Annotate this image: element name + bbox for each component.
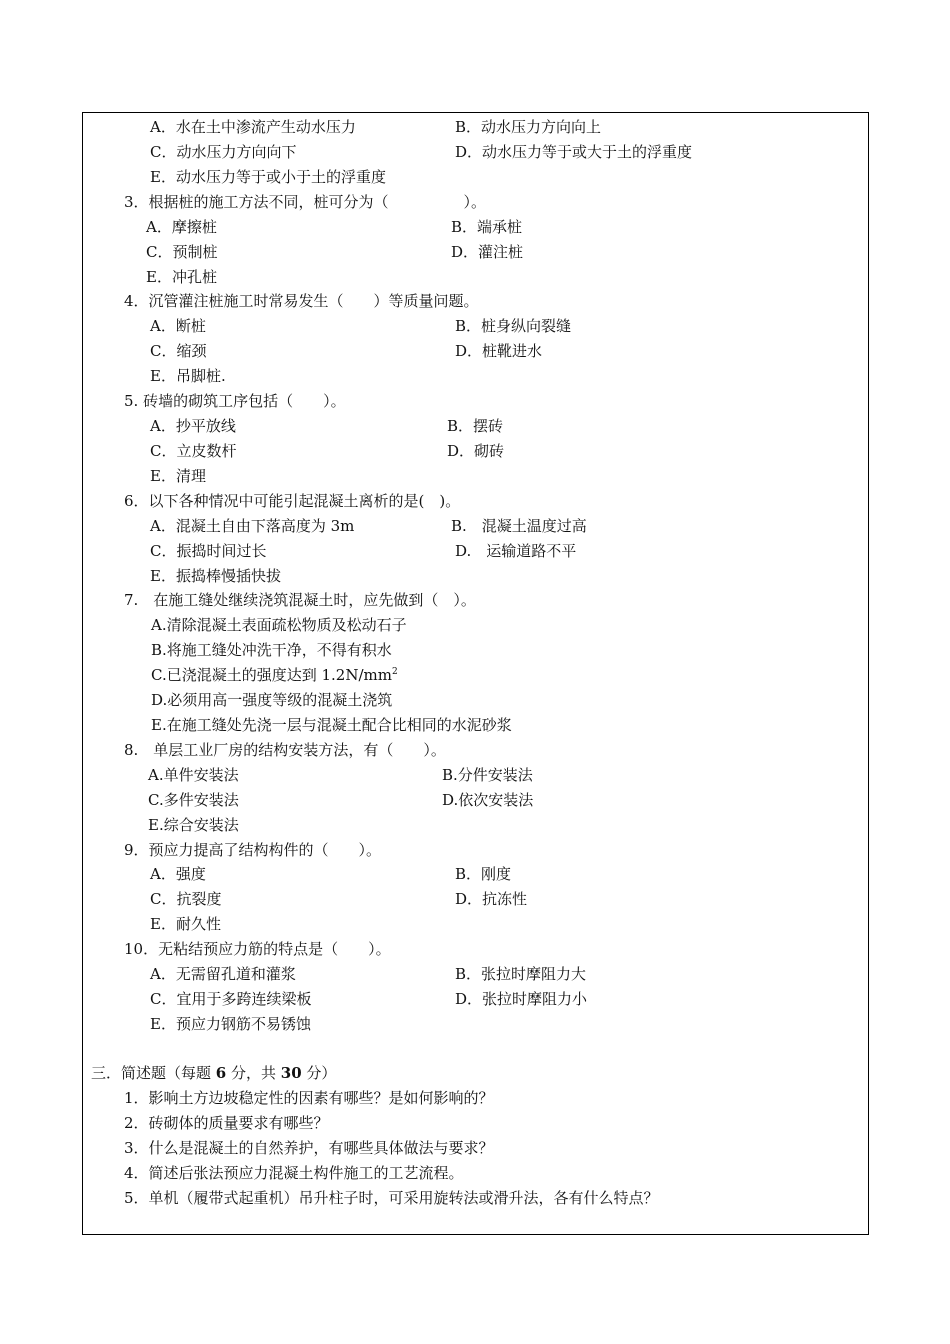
q7-option-e: E.在施工缝处先浇一层与混凝土配合比相同的水泥砂浆 bbox=[151, 716, 512, 734]
q8-option-e: E.综合安装法 bbox=[148, 816, 239, 834]
q8-option-a: A.单件安装法 bbox=[148, 766, 239, 784]
q3-option-a: A．摩擦桩 bbox=[146, 218, 217, 236]
q6-option-e: E．振捣棒慢插快拔 bbox=[150, 567, 281, 585]
q9-stem: 9．预应力提高了结构构件的（ ）。 bbox=[124, 841, 382, 859]
q10-option-b: B．张拉时摩阻力大 bbox=[455, 965, 587, 983]
q7-option-a: A.清除混凝土表面疏松物质及松动石子 bbox=[151, 616, 407, 634]
q2-option-c: C．动水压力方向向下 bbox=[150, 143, 297, 161]
q9-option-d: D．抗冻性 bbox=[455, 890, 528, 908]
q6-option-c: C．振捣时间过长 bbox=[150, 542, 267, 560]
section3-item-1: 1．影响土方边坡稳定性的因素有哪些？是如何影响的？ bbox=[124, 1089, 494, 1107]
section3-title: 三．简述题（每题 6 分，共 30 分） bbox=[91, 1064, 337, 1082]
q6-stem: 6．以下各种情况中可能引起混凝土离析的是( )。 bbox=[124, 492, 461, 510]
q7-option-c-superscript: 2 bbox=[391, 667, 398, 677]
q4-option-e: E．吊脚桩. bbox=[150, 367, 226, 385]
q3-option-c: C．预制桩 bbox=[146, 243, 218, 261]
q8-option-c: C.多件安装法 bbox=[148, 791, 239, 809]
q2-option-d: D．动水压力等于或大于土的浮重度 bbox=[455, 143, 693, 161]
q8-stem: 8. 单层工业厂房的结构安装方法，有（ ）。 bbox=[124, 741, 446, 759]
q6-option-a: A．混凝土自由下落高度为 3m bbox=[150, 517, 355, 535]
q5-option-d: D．砌砖 bbox=[447, 442, 505, 460]
q10-option-d: D．张拉时摩阻力小 bbox=[455, 990, 588, 1008]
q10-stem: 10．无粘结预应力筋的特点是（ ）。 bbox=[124, 940, 391, 958]
q9-option-e: E．耐久性 bbox=[150, 915, 221, 933]
q3-option-e: E．冲孔桩 bbox=[146, 268, 217, 286]
q10-option-c: C．宜用于多跨连续梁板 bbox=[150, 990, 312, 1008]
section3-item-2: 2．砖砌体的质量要求有哪些？ bbox=[124, 1114, 329, 1132]
q5-option-b: B．摆砖 bbox=[447, 417, 504, 435]
q4-option-b: B．桩身纵向裂缝 bbox=[455, 317, 572, 335]
q5-stem: 5. 砖墙的砌筑工序包括（ ）。 bbox=[124, 392, 346, 410]
q2-option-e: E．动水压力等于或小于土的浮重度 bbox=[150, 168, 386, 186]
q3-option-d: D．灌注桩 bbox=[451, 243, 524, 261]
q7-stem: 7. 在施工缝处继续浇筑混凝土时，应先做到（ ）。 bbox=[124, 591, 476, 609]
q4-option-c: C．缩颈 bbox=[150, 342, 207, 360]
section3-item-3: 3．什么是混凝土的自然养护，有哪些具体做法与要求？ bbox=[124, 1139, 494, 1157]
q7-option-d: D.必须用高一强度等级的混凝土浇筑 bbox=[151, 691, 393, 709]
q9-option-c: C．抗裂度 bbox=[150, 890, 222, 908]
q3-stem: 3．根据桩的施工方法不同，桩可分为（ ）。 bbox=[124, 193, 487, 211]
q5-option-c: C．立皮数杆 bbox=[150, 442, 237, 460]
q7-option-b: B.将施工缝处冲洗干净，不得有积水 bbox=[151, 641, 392, 659]
q4-stem: 4．沉管灌注桩施工时常易发生（ ）等质量问题。 bbox=[124, 292, 479, 310]
q6-option-b: B. 混凝土温度过高 bbox=[451, 517, 587, 535]
q4-option-a: A．断桩 bbox=[150, 317, 206, 335]
q3-option-b: B．端承桩 bbox=[451, 218, 523, 236]
q10-option-a: A．无需留孔道和灌浆 bbox=[150, 965, 296, 983]
q2-option-a: A．水在土中渗流产生动水压力 bbox=[150, 118, 356, 136]
q5-option-e: E．清理 bbox=[150, 467, 206, 485]
section3-item-5: 5．单机（履带式起重机）吊升柱子时，可采用旋转法或滑升法，各有什么特点？ bbox=[124, 1189, 659, 1207]
q4-option-d: D．桩靴进水 bbox=[455, 342, 543, 360]
q8-option-d: D.依次安装法 bbox=[442, 791, 534, 809]
section3-item-4: 4．简述后张法预应力混凝土构件施工的工艺流程。 bbox=[124, 1164, 464, 1182]
q6-option-d: D. 运输道路不平 bbox=[455, 542, 577, 560]
q7-option-c: C.已浇混凝土的强度达到 $1.2N/mm^2$ bbox=[151, 666, 398, 684]
q10-option-e: E．预应力钢筋不易锈蚀 bbox=[150, 1015, 311, 1033]
q8-option-b: B.分件安装法 bbox=[442, 766, 533, 784]
q9-option-a: A．强度 bbox=[150, 865, 206, 883]
q9-option-b: B．刚度 bbox=[455, 865, 512, 883]
q5-option-a: A．抄平放线 bbox=[150, 417, 236, 435]
q2-option-b: B．动水压力方向向上 bbox=[455, 118, 602, 136]
